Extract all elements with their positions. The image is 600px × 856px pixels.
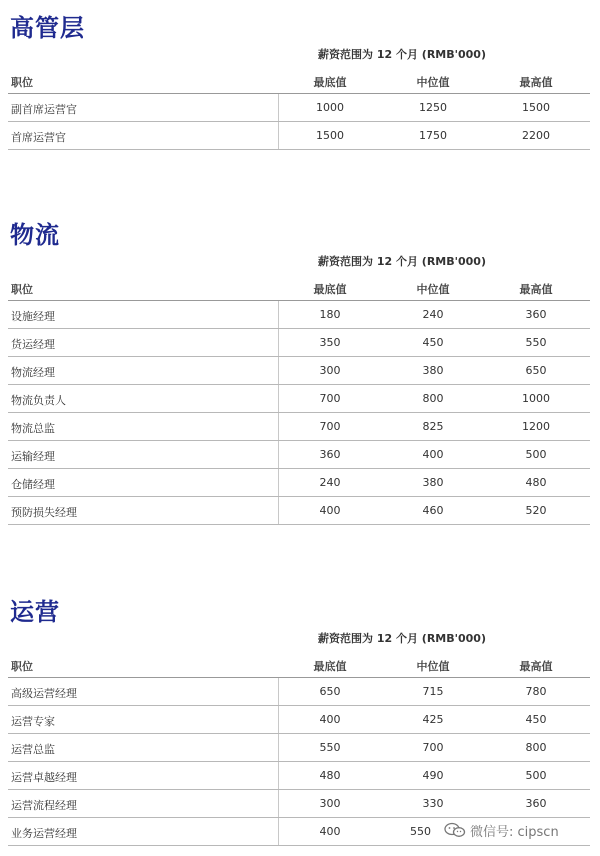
mid-cell: 550 <box>410 825 431 838</box>
role-cell: 高级运营经理 <box>11 687 77 700</box>
min-cell: 350 <box>319 336 341 349</box>
role-cell: 仓储经理 <box>11 478 55 491</box>
table-row <box>0 329 600 357</box>
min-cell: 360 <box>319 448 341 461</box>
header-min: 最底值 <box>313 660 347 673</box>
header-max: 最高值 <box>519 76 553 89</box>
max-cell: 360 <box>525 308 547 321</box>
header-role: 职位 <box>11 660 33 673</box>
table-row <box>0 301 600 329</box>
role-cell: 物流经理 <box>11 366 55 379</box>
max-cell: 500 <box>525 769 547 782</box>
divider <box>8 149 590 150</box>
salary-range-caption: 薪资范围为 12 个月 (RMB'000) <box>318 632 486 645</box>
table-row <box>0 441 600 469</box>
section-title: 物流 <box>10 221 60 249</box>
min-cell: 400 <box>319 825 341 838</box>
header-mid: 中位值 <box>416 660 450 673</box>
min-cell: 1000 <box>316 101 344 114</box>
mid-cell: 1750 <box>419 129 447 142</box>
role-cell: 运营卓越经理 <box>11 771 77 784</box>
section-title: 高管层 <box>10 14 85 42</box>
mid-cell: 380 <box>422 476 444 489</box>
mid-cell: 425 <box>422 713 444 726</box>
table-row <box>0 357 600 385</box>
role-cell: 运营专家 <box>11 715 55 728</box>
role-cell: 物流负责人 <box>11 394 66 407</box>
table-row <box>0 122 600 150</box>
min-cell: 300 <box>319 364 341 377</box>
max-cell: 650 <box>525 364 547 377</box>
header-role: 职位 <box>11 76 33 89</box>
min-cell: 700 <box>319 392 341 405</box>
mid-cell: 460 <box>422 504 444 517</box>
section-title: 运营 <box>10 598 60 626</box>
divider <box>8 524 590 525</box>
min-cell: 700 <box>319 420 341 433</box>
table-row <box>0 385 600 413</box>
mid-cell: 240 <box>422 308 444 321</box>
table-header <box>0 281 600 301</box>
role-cell: 物流总监 <box>11 422 55 435</box>
max-cell: 450 <box>525 713 547 726</box>
header-max: 最高值 <box>519 660 553 673</box>
salary-range-caption: 薪资范围为 12 个月 (RMB'000) <box>318 255 486 268</box>
header-mid: 中位值 <box>416 76 450 89</box>
table-header <box>0 74 600 94</box>
role-cell: 副首席运营官 <box>11 103 77 116</box>
mid-cell: 380 <box>422 364 444 377</box>
section-operations <box>0 592 600 856</box>
min-cell: 480 <box>319 769 341 782</box>
mid-cell: 825 <box>422 420 444 433</box>
section-executive <box>0 8 600 158</box>
header-min: 最底值 <box>313 283 347 296</box>
table-row <box>0 706 600 734</box>
table-header <box>0 658 600 678</box>
role-cell: 运营流程经理 <box>11 799 77 812</box>
role-cell: 货运经理 <box>11 338 55 351</box>
role-cell: 业务运营经理 <box>11 827 77 840</box>
max-cell: 520 <box>525 504 547 517</box>
min-cell: 400 <box>319 713 341 726</box>
table-row <box>0 762 600 790</box>
mid-cell: 490 <box>422 769 444 782</box>
max-cell: 1000 <box>522 392 550 405</box>
watermark-text: 微信号: cipscn <box>470 824 559 840</box>
table-row <box>0 734 600 762</box>
divider <box>8 845 590 846</box>
wechat-watermark <box>444 818 559 842</box>
max-cell: 2200 <box>522 129 550 142</box>
header-max: 最高值 <box>519 283 553 296</box>
mid-cell: 700 <box>422 741 444 754</box>
mid-cell: 1250 <box>419 101 447 114</box>
max-cell: 1500 <box>522 101 550 114</box>
table-row <box>0 678 600 706</box>
role-cell: 设施经理 <box>11 310 55 323</box>
max-cell: 800 <box>525 741 547 754</box>
min-cell: 300 <box>319 797 341 810</box>
max-cell: 550 <box>525 336 547 349</box>
header-mid: 中位值 <box>416 283 450 296</box>
min-cell: 650 <box>319 685 341 698</box>
table-row <box>0 497 600 525</box>
salary-range-caption: 薪资范围为 12 个月 (RMB'000) <box>318 48 486 61</box>
mid-cell: 450 <box>422 336 444 349</box>
max-cell: 360 <box>525 797 547 810</box>
role-cell: 运营总监 <box>11 743 55 756</box>
header-min: 最底值 <box>313 76 347 89</box>
min-cell: 550 <box>319 741 341 754</box>
max-cell: 780 <box>525 685 547 698</box>
mid-cell: 800 <box>422 392 444 405</box>
wechat-icon <box>444 822 466 838</box>
role-cell: 预防损失经理 <box>11 506 77 519</box>
table-row <box>0 413 600 441</box>
min-cell: 240 <box>319 476 341 489</box>
header-role: 职位 <box>11 283 33 296</box>
min-cell: 400 <box>319 504 341 517</box>
mid-cell: 715 <box>422 685 444 698</box>
table-row <box>0 94 600 122</box>
table-row <box>0 790 600 818</box>
section-logistics <box>0 215 600 535</box>
table-row <box>0 469 600 497</box>
max-cell: 480 <box>525 476 547 489</box>
max-cell: 500 <box>525 448 547 461</box>
role-cell: 首席运营官 <box>11 131 66 144</box>
role-cell: 运输经理 <box>11 450 55 463</box>
min-cell: 180 <box>319 308 341 321</box>
mid-cell: 400 <box>422 448 444 461</box>
min-cell: 1500 <box>316 129 344 142</box>
max-cell: 1200 <box>522 420 550 433</box>
mid-cell: 330 <box>422 797 444 810</box>
